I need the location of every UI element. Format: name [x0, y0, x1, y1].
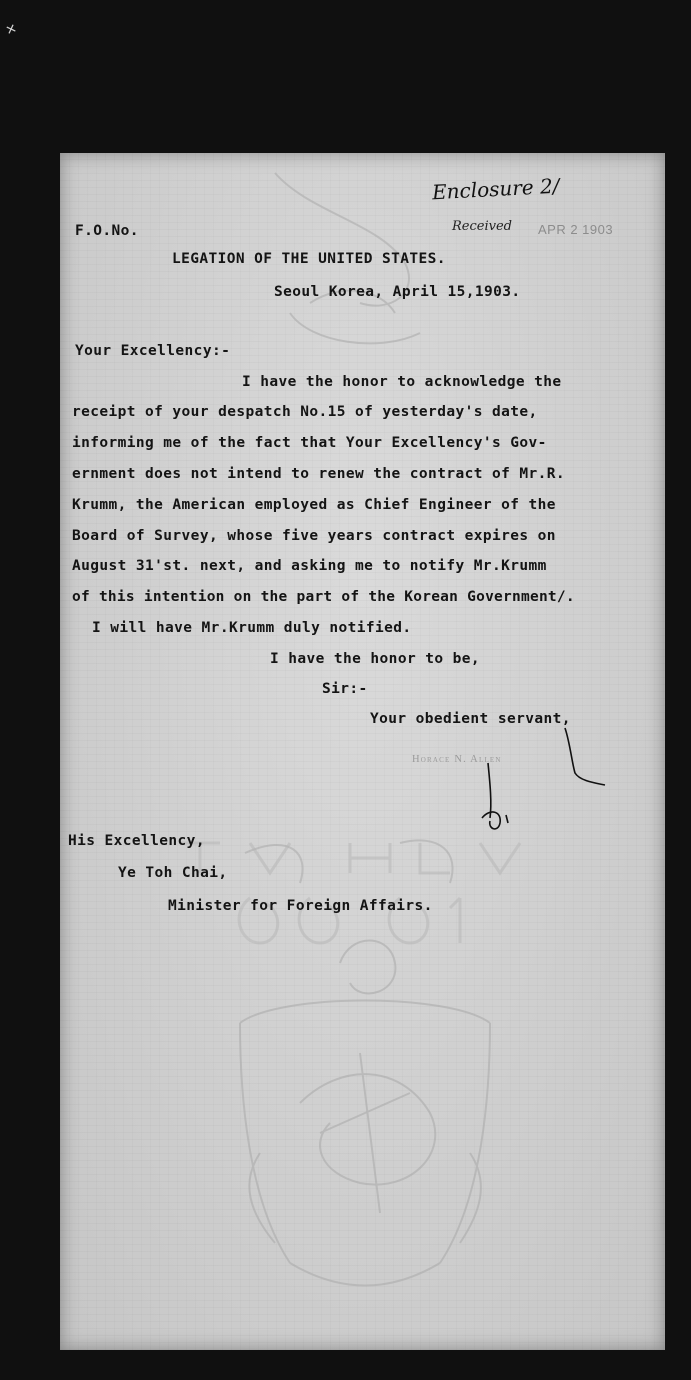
- body-line-9: I will have Mr.Krumm duly notified.: [92, 620, 412, 636]
- body-line-4: ernment does not intend to renew the contract of Mr.R.: [72, 466, 566, 482]
- body-line-8: of this intention on the part of the Korean Government/.: [72, 589, 575, 605]
- closing-sir: Sir:-: [322, 681, 368, 697]
- dateline: Seoul Korea, April 15,1903.: [274, 284, 521, 300]
- body-line-6: Board of Survey, whose five years contract expires on: [72, 528, 556, 544]
- body-line-1: I have the honor to acknowledge the: [242, 374, 562, 390]
- signature-stamp: Horace N. Allen: [412, 754, 502, 765]
- body-line-3: informing me of the fact that Your Excellency's Gov-: [72, 435, 547, 451]
- closing-honor: I have the honor to be,: [270, 651, 480, 667]
- salutation: Your Excellency:-: [75, 343, 231, 359]
- letterhead: LEGATION OF THE UNITED STATES.: [172, 251, 446, 267]
- body-line-5: Krumm, the American employed as Chief Engineer of the: [72, 497, 556, 513]
- received-stamp-handwriting: Received: [452, 219, 512, 234]
- signature-pen-strokes-icon: [460, 723, 620, 843]
- film-edge-mark: ✕: [3, 17, 19, 39]
- addressee-office: Minister for Foreign Affairs.: [168, 898, 433, 914]
- closing-servant: Your obedient servant,: [370, 711, 571, 727]
- fo-number-label: F.O.No.: [75, 223, 139, 239]
- enclosure-annotation: Enclosure 2/: [431, 173, 561, 205]
- letter-page: [60, 153, 665, 1350]
- body-line-7: August 31'st. next, and asking me to notify Mr.Krumm: [72, 558, 547, 574]
- received-date-stamp: APR 2 1903: [538, 222, 614, 237]
- addressee-title: His Excellency,: [68, 833, 205, 849]
- body-line-2: receipt of your despatch No.15 of yesterday's date,: [72, 404, 538, 420]
- addressee-name: Ye Toh Chai,: [118, 865, 228, 881]
